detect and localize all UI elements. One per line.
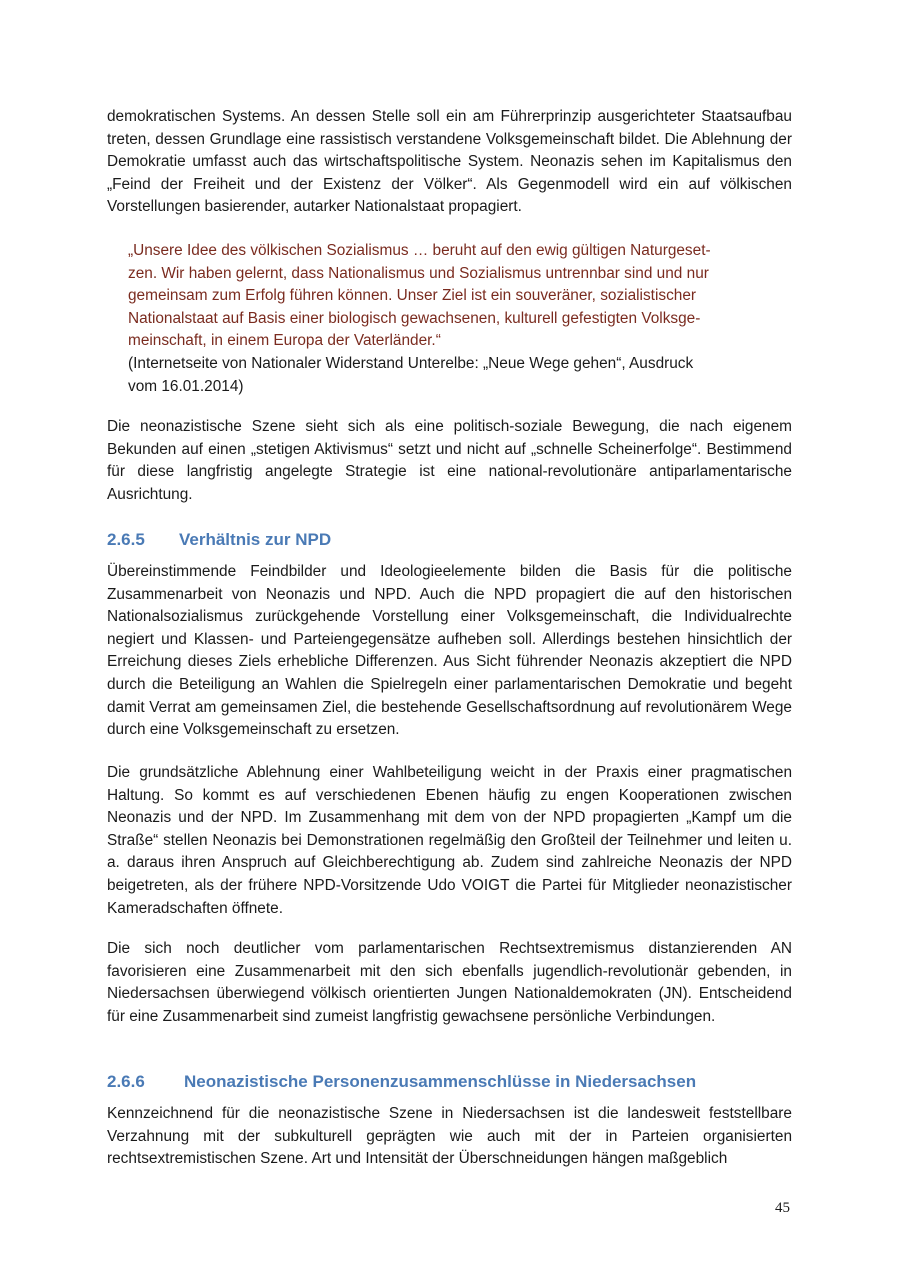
section-title: Neonazistische Personenzusammenschlüsse in Niedersachsen xyxy=(184,1072,697,1091)
section-heading-2-6-5 xyxy=(107,530,331,550)
npd-paragraph-2: Die grundsätzliche Ablehnung einer Wahlbeteiligung weicht in der Praxis einer pragmatischen Haltung. So kommt es auf verschiedenen Ebenen häufig zu engen Kooperationen zwischen Neonazis und der NPD. Im Zusammenhang mit dem von der NPD propagierten „Kampf um die Straße“ stellen Neonazis bei Demonstrationen regelmäßig den Großteil der Teilnehmer und leiten u. a. daraus ihren Anspruch auf Gleichberechtigung ab. Zudem sind zahlreiche Neonazis der NPD beigetreten, als der frühere NPD-Vorsitzende Udo VOIGT die Partei für Mitglieder neonazistischer Kameradschaften öffnete. xyxy=(107,764,792,917)
quote-line: Nationalstaat auf Basis einer biologisch gewachsenen, kulturell gefestigten Volksge- xyxy=(128,309,701,327)
section-heading-2-6-6 xyxy=(107,1072,696,1092)
section-number: 2.6.6 xyxy=(107,1072,145,1091)
quote-source-line: (Internetseite von Nationaler Widerstand Unterelbe: „Neue Wege gehen“, Ausdruck xyxy=(128,355,694,372)
movement-paragraph: Die neonazistische Szene sieht sich als eine politisch-soziale Bewegung, die nach eigenem Bekunden auf einen „stetigen Aktivismus“ setzt und nicht auf „schnelle Scheinerfolge“. Bestimmend für diese langfristig angelegte Strategie ist eine national-revolutionäre antiparlamentarische Ausrichtung. xyxy=(107,418,792,503)
quote-line: meinschaft, in einem Europa der Vaterländer.“ xyxy=(128,332,441,350)
quote-line: zen. Wir haben gelernt, dass Nationalismus und Sozialismus untrennbar sind und nur xyxy=(128,264,709,282)
npd-paragraph-3: Die sich noch deutlicher vom parlamentarischen Rechtsextremismus distanzierenden AN favorisieren eine Zusammenarbeit mit den sich ebenfalls jugendlich-revolutionär gebenden, in Niedersachsen überwiegend völkisch orientierten Jungen Nationaldemokraten (JN). Entscheidend für eine Zusammenarbeit sind zumeist langfristig gewachsene persönliche Verbindungen. xyxy=(107,940,792,1025)
section-title: Verhältnis zur NPD xyxy=(179,530,332,549)
npd-paragraph-1: Übereinstimmende Feindbilder und Ideologieelemente bilden die Basis für die politische Zusammenarbeit von Neonazis und NPD. Auch die NPD propagiert die auf den historischen Nationalsozialismus zurückgehende Vorstellung einer Volksgemeinschaft, die Individualrechte negiert und Klassen- und Parteiengegensätze aufheben soll. Allerdings bestehen hinsichtlich der Erreichung dieses Ziels erhebliche Differenzen. Aus Sicht führender Neonazis akzeptiert die NPD durch die Beteiligung an Wahlen die Spielregeln einer parlamentarischen Demokratie und begeht damit Verrat am gemeinsamen Ziel, die bestehende Gesellschaftsordnung auf revolutionärem Wege durch eine Volksgemeinschaft zu ersetzen. xyxy=(107,563,792,739)
quote-line: gemeinsam zum Erfolg führen können. Unser Ziel ist ein souveräner, sozialistischer xyxy=(128,287,697,305)
section-number: 2.6.5 xyxy=(107,530,145,549)
page-number: 45 xyxy=(775,1200,790,1216)
quote-line: „Unsere Idee des völkischen Sozialismus … beruht auf den ewig gültigen Naturgeset- xyxy=(128,242,711,259)
quote-source-line: vom 16.01.2014) xyxy=(128,377,244,395)
intro-paragraph: demokratischen Systems. An dessen Stelle soll ein am Führerprinzip ausgerichteter Staatsaufbau treten, dessen Grundlage eine rassistisch verstandene Volksgemeinschaft bildet. Die Ablehnung der Demokratie umfasst auch das wirtschaftspolitische System. Neonazis sehen im Kapitalismus den „Feind der Freiheit und der Existenz der Völker“. Als Gegenmodell wird ein auf völkischen Vorstellungen basierender, autarker Nationalstaat propagiert. xyxy=(107,108,792,216)
niedersachsen-paragraph: Kennzeichnend für die neonazistische Szene in Niedersachsen ist die landesweit feststellbare Verzahnung mit der subkulturell geprägten wie auch mit der in Parteien organisierten rechtsextremistischen Szene. Art und Intensität der Überschneidungen hängen maßgeblich xyxy=(107,1105,792,1168)
